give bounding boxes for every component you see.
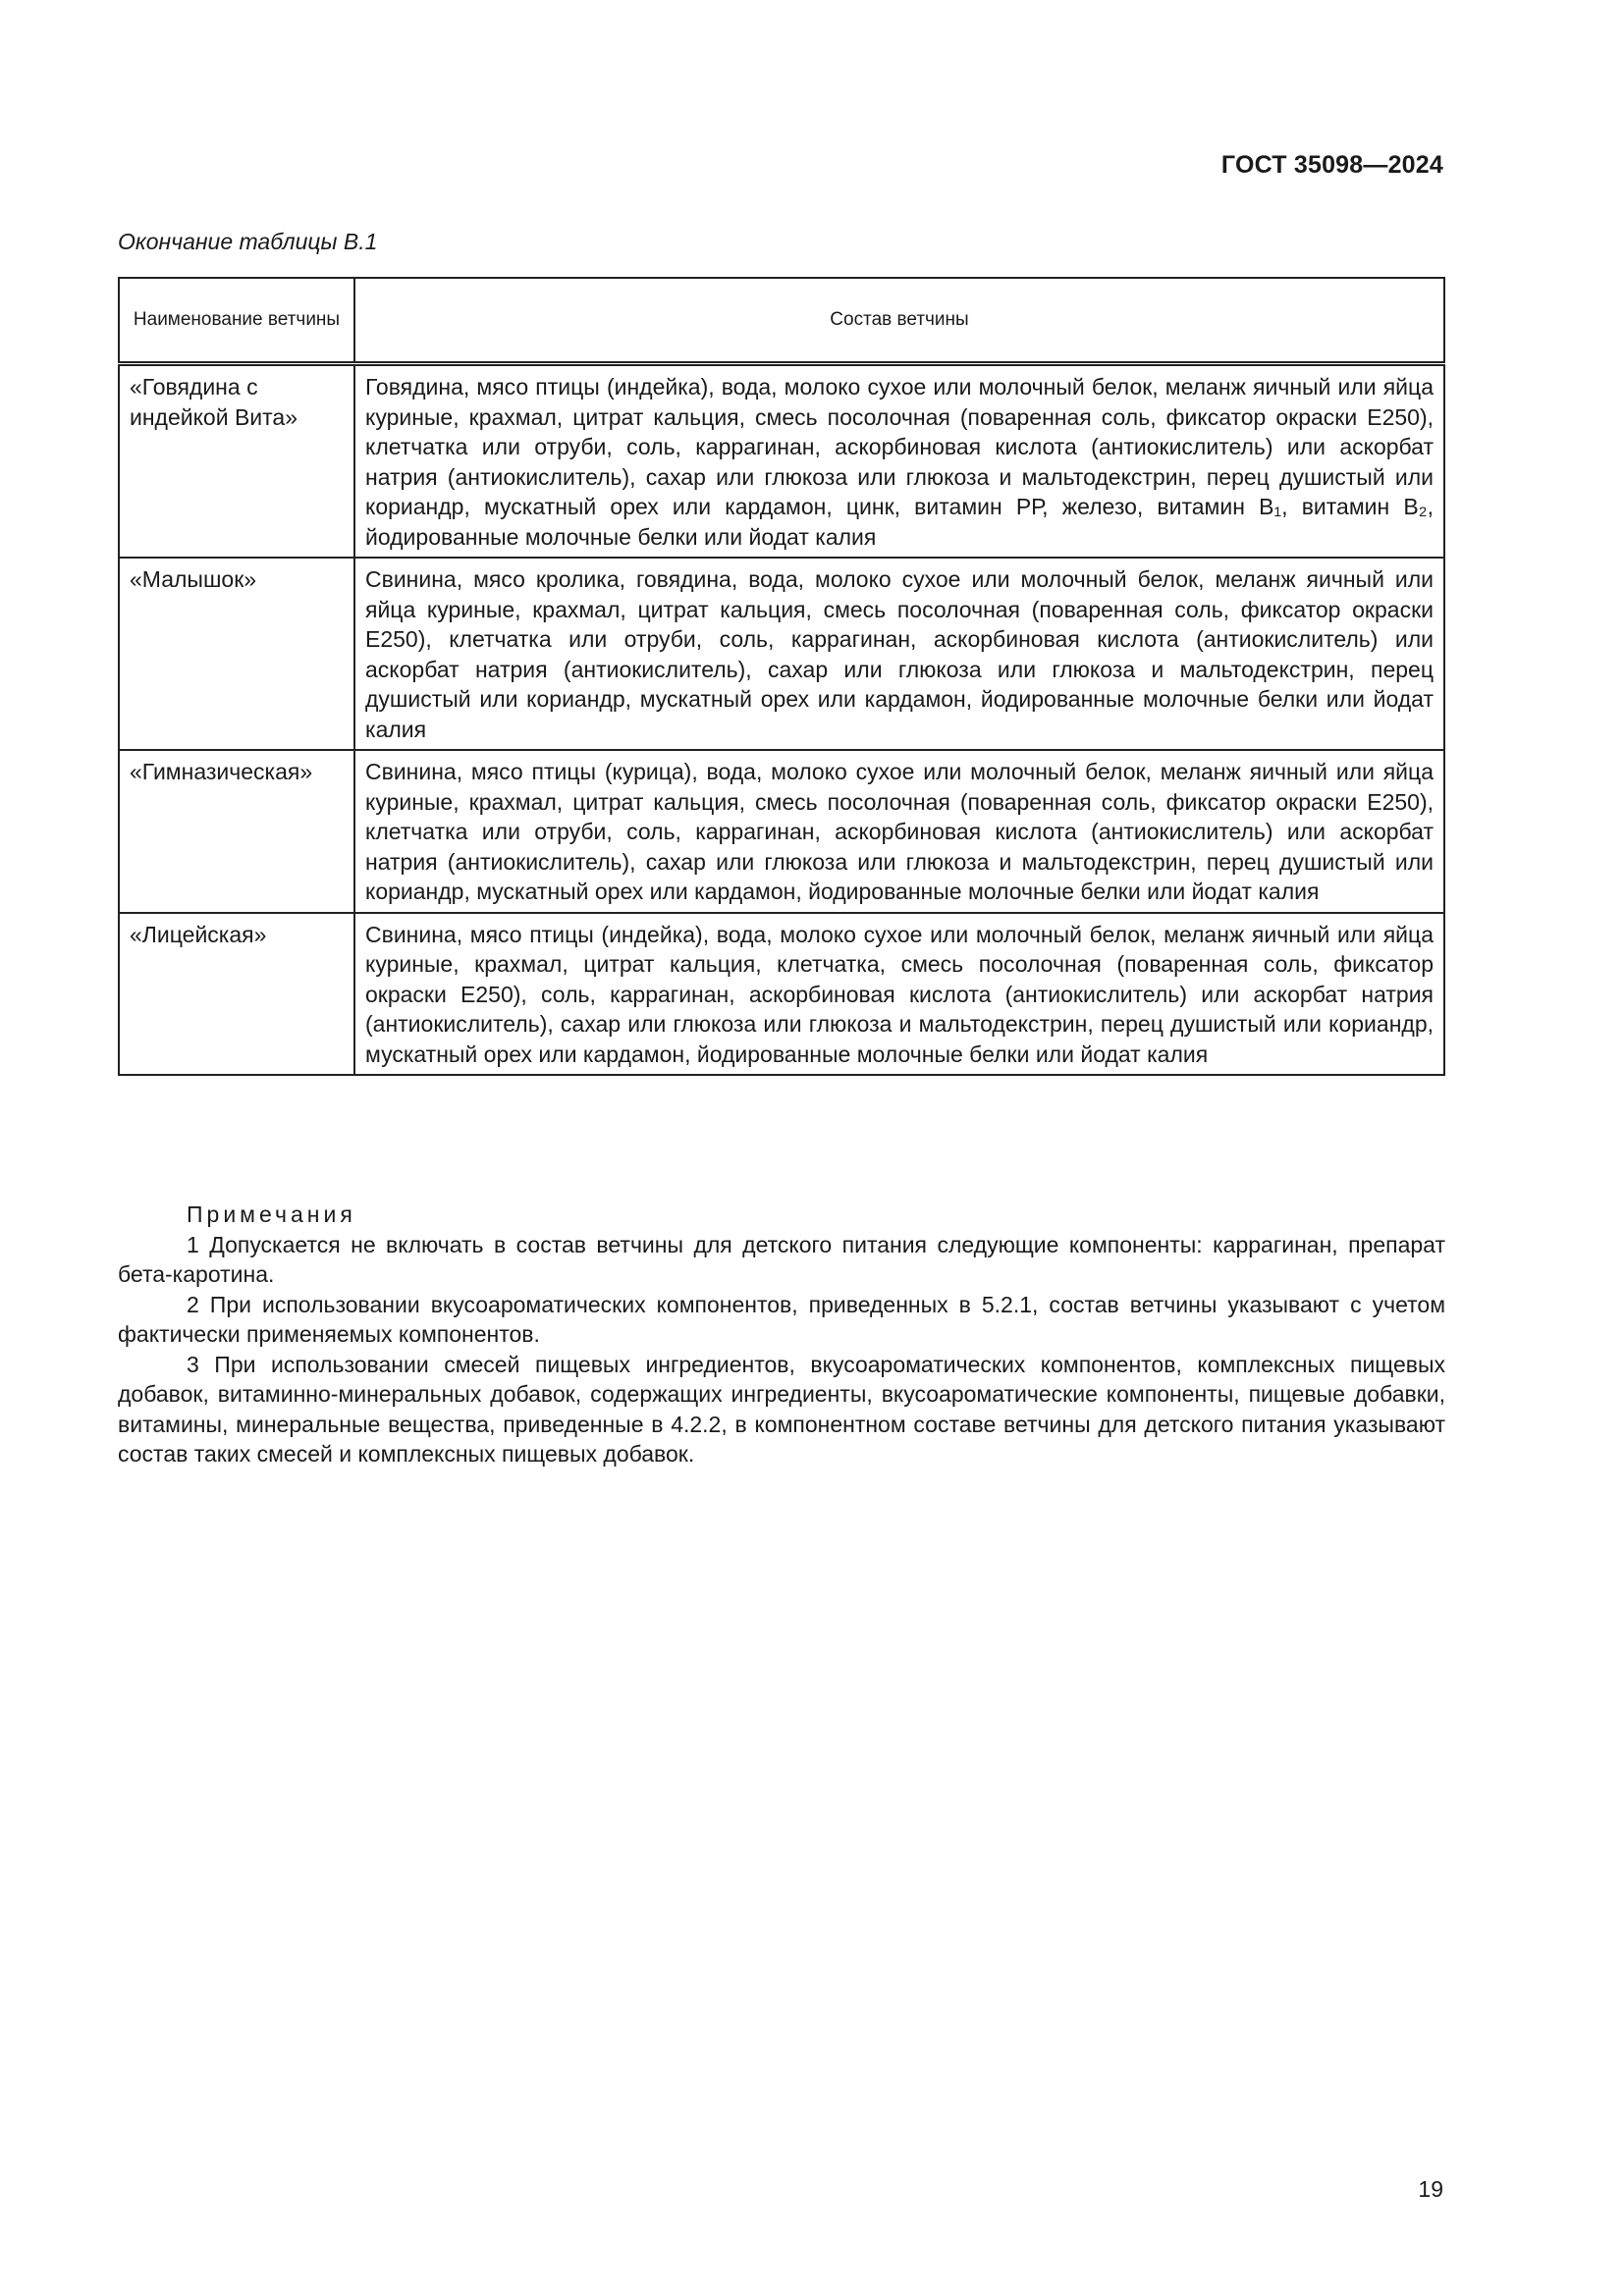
ham-name-cell: «Говядина с индейкой Вита» [119,364,354,559]
column-header-composition: Состав ветчины [354,278,1444,364]
document-code: ГОСТ 35098—2024 [1220,151,1443,179]
ham-composition-cell: Свинина, мясо кролика, говядина, вода, молоко сухое или молочный белок, меланж яичный или яйца куриные, крахмал, цитрат кальция, смесь посолочная (поваренная соль, фиксатор окраски Е250), клетчатка или отруби, соль, каррагинан, аскорбиновая кислота (антиокислитель) или аскорбат натрия (антиокислитель), сахар или глюкоза или глюкоза и мальтодекстрин, перец душистый или кориандр, мускатный орех или кардамон, йодированные молочные белки или йодат калия [354,558,1444,750]
ham-name-cell: «Малышок» [119,558,354,750]
note-item: 3 При использовании смесей пищевых ингредиентов, вкусоароматических компонентов, комплексных пищевых добавок, витаминно-минеральных добавок, содержащих ингредиенты, вкусоароматические компоненты, пищевые добавки, витамины, минеральные вещества, приведенные в 4.2.2, в компонентном составе ветчины для детского питания указывают состав таких смесей и комплексных пищевых добавок. [118,1351,1445,1467]
table-row [119,913,1444,1076]
ham-composition-table [118,277,1445,1076]
ham-name-cell: «Лицейская» [119,913,354,1076]
table-row [119,750,1444,913]
table-row [119,558,1444,750]
ham-composition-cell: Свинина, мясо птицы (индейка), вода, молоко сухое или молочный белок, меланж яичный или яйца куриные, крахмал, цитрат кальция, клетчатка, смесь посолочная (поваренная соль, фиксатор окраски Е250), соль, каррагинан, аскорбиновая кислота (антиокислитель) или аскорбат натрия (антиокислитель), сахар или глюкоза или глюкоза и мальтодекстрин, перец душистый или кориандр, мускатный орех или кардамон, йодированные молочные белки или йодат калия [354,913,1444,1076]
column-header-name: Наименование ветчины [119,278,354,364]
ham-composition-cell: Свинина, мясо птицы (курица), вода, молоко сухое или молочный белок, меланж яичный или яйца куриные, крахмал, цитрат кальция, смесь посолочная (поваренная соль, фиксатор окраски Е250), клетчатка или отруби, соль, каррагинан, аскорбиновая кислота (антиокислитель) или аскорбат натрия (антиокислитель), сахар или глюкоза или глюкоза и мальтодекстрин, перец душистый или кориандр, мускатный орех или кардамон, йодированные молочные белки или йодат калия [354,750,1444,913]
notes-heading: Примечания [187,1201,356,1227]
ham-name-cell: «Гимназическая» [119,750,354,913]
table-header-row [119,278,1444,364]
table-row [119,364,1444,559]
table-caption: Окончание таблицы В.1 [118,229,378,254]
notes-section [118,1200,1445,1469]
note-item: 2 При использовании вкусоароматических компонентов, приведенных в 5.2.1, состав ветчины указывают с учетом фактически применяемых компонентов. [118,1291,1445,1347]
note-item: 1 Допускается не включать в состав ветчины для детского питания следующие компоненты: каррагинан, препарат бета-каротина. [118,1231,1445,1287]
page-number: 19 [1418,2176,1443,2202]
ham-composition-cell: Говядина, мясо птицы (индейка), вода, молоко сухое или молочный белок, меланж яичный или яйца куриные, крахмал, цитрат кальция, смесь посолочная (поваренная соль, фиксатор окраски Е250), клетчатка или отруби, соль, каррагинан, аскорбиновая кислота (антиокислитель) или аскорбат натрия (антиокислитель), сахар или глюкоза или глюкоза и мальтодекстрин, перец душистый или кориандр, мускатный орех или кардамон, цинк, витамин РР, железо, витамин В₁, витамин В₂, йодированные молочные белки или йодат калия [354,364,1444,559]
